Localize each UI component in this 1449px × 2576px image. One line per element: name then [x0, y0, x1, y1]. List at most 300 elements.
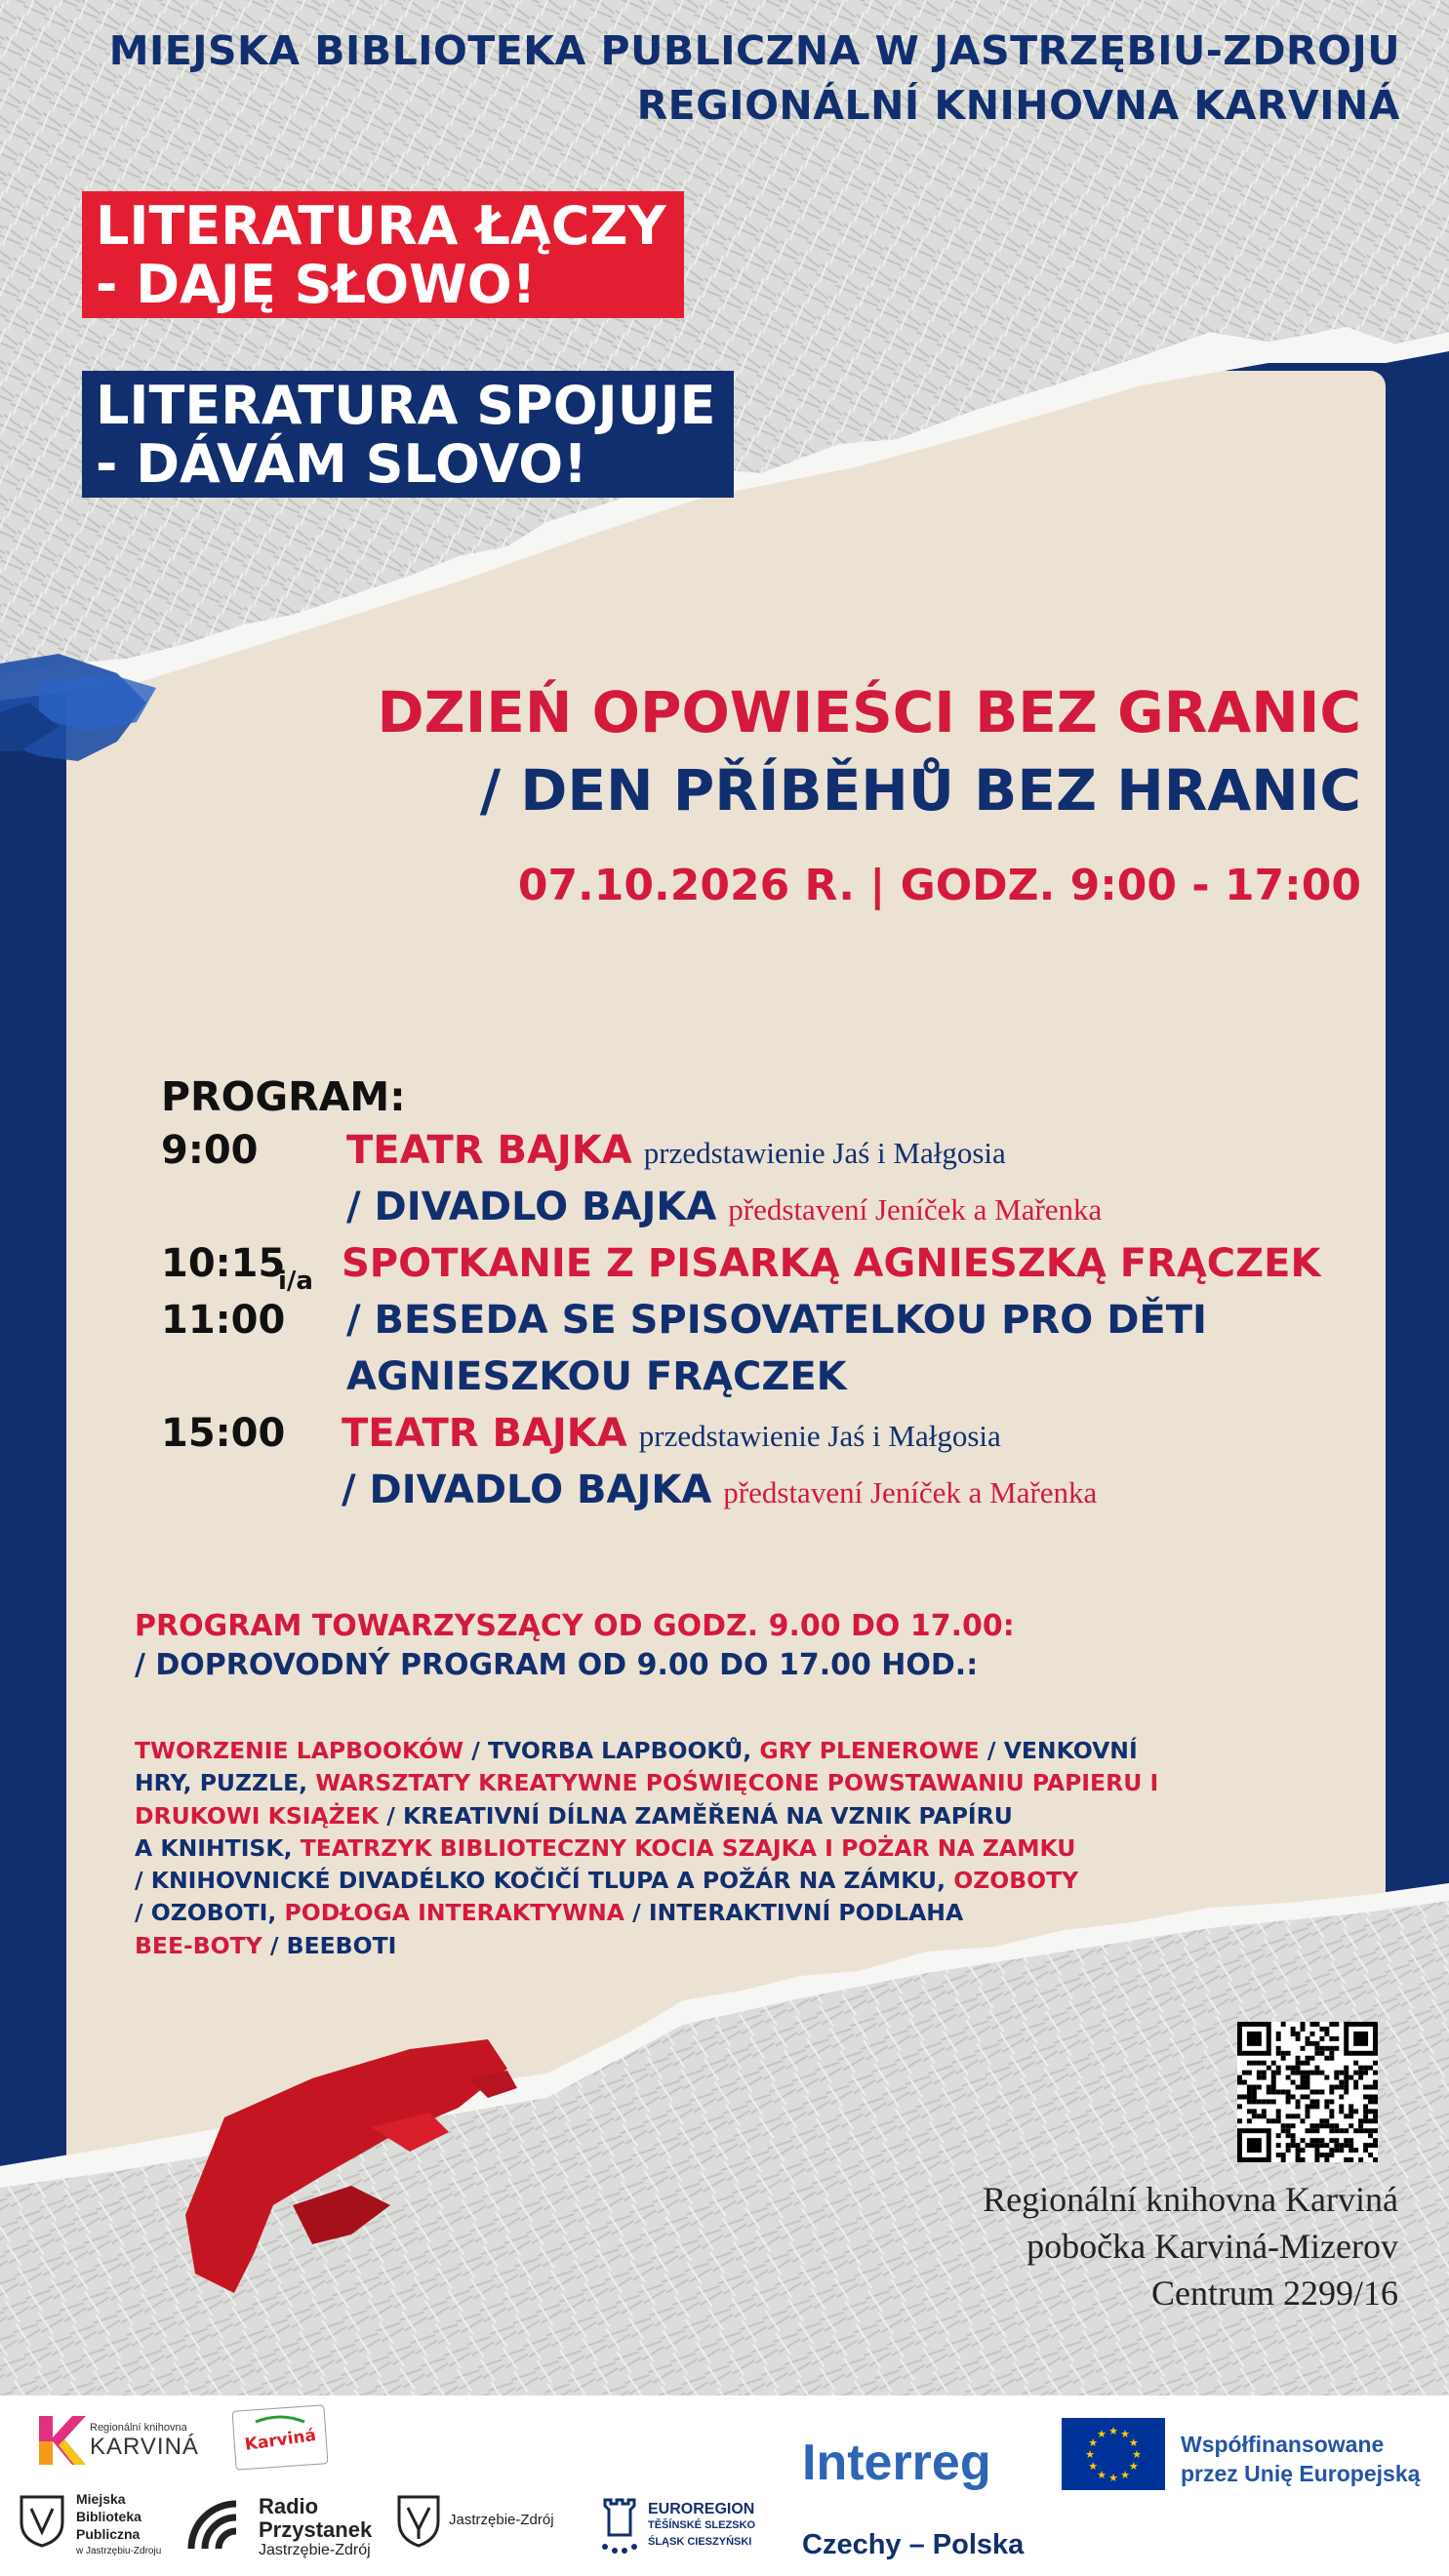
qr-module [1301, 2118, 1306, 2123]
qr-module [1281, 2022, 1286, 2027]
euroregion-title: EUROREGION [648, 2501, 755, 2517]
qr-module [1314, 2123, 1319, 2128]
qr-module [1237, 2104, 1242, 2109]
qr-module [1301, 2075, 1306, 2080]
qr-module [1339, 2104, 1344, 2109]
qr-module [1329, 2138, 1334, 2143]
qr-module [1286, 2051, 1291, 2056]
qr-module [1368, 2094, 1373, 2099]
program-title-text: / DIVADLO BAJKA [342, 1468, 712, 1512]
qr-module [1247, 2138, 1262, 2153]
qr-module [1286, 2099, 1291, 2104]
qr-module [1309, 2022, 1314, 2027]
qr-module [1329, 2153, 1334, 2157]
qr-module [1267, 2085, 1271, 2090]
qr-module [1237, 2080, 1242, 2085]
qr-module [1363, 2066, 1368, 2071]
qr-module [1334, 2085, 1339, 2090]
qr-module [1306, 2061, 1310, 2066]
activity-line [135, 1930, 1149, 1962]
accompanying-heading-cz: / DOPROVODNÝ PROGRAM OD 9.00 DO 17.00 HOD.: [135, 1648, 979, 1682]
qr-module [1314, 2041, 1319, 2046]
qr-module [1353, 2085, 1358, 2090]
qr-module [1314, 2143, 1319, 2148]
qr-module [1334, 2046, 1339, 2051]
qr-code[interactable] [1237, 2022, 1378, 2162]
event-title-cz: / DEN PŘÍBĚHŮ BEZ HRANIC [479, 757, 1361, 824]
qr-module [1358, 2123, 1363, 2128]
qr-module [1314, 2153, 1319, 2157]
qr-module [1353, 2109, 1358, 2113]
eu-line: Współfinansowane [1181, 2432, 1385, 2457]
qr-module [1262, 2109, 1267, 2113]
qr-module [1334, 2036, 1339, 2041]
qr-module [1301, 2046, 1306, 2051]
qr-module [1363, 2094, 1368, 2099]
qr-module [1276, 2051, 1281, 2056]
activity-segment: DRUKOWI KSIĄŻEK [135, 1801, 380, 1830]
event-title [378, 673, 1361, 829]
qr-module [1252, 2099, 1257, 2104]
qr-module [1373, 2094, 1378, 2099]
eu-star: ★ [1108, 2425, 1118, 2437]
qr-module [1252, 2094, 1257, 2099]
slogan-polish [82, 191, 684, 318]
qr-module [1324, 2032, 1329, 2036]
qr-module [1301, 2138, 1306, 2143]
radio-waves-icon [181, 2494, 252, 2553]
qr-module [1339, 2094, 1344, 2099]
mbp-line: Biblioteka [76, 2509, 141, 2524]
qr-module [1344, 2113, 1348, 2118]
qr-module [1309, 2099, 1314, 2104]
qr-module [1368, 2099, 1373, 2104]
radio-logo-text [259, 2495, 372, 2559]
qr-module [1363, 2113, 1368, 2118]
program-title-text: TEATR BAJKA [342, 1411, 627, 1456]
qr-module [1373, 2143, 1378, 2148]
qr-module [1334, 2071, 1339, 2075]
qr-module [1276, 2090, 1281, 2095]
activity-segment: TWORZENIE LAPBOOKÓW [135, 1737, 464, 1764]
qr-module [1286, 2123, 1291, 2128]
qr-module [1319, 2118, 1324, 2123]
program-title [342, 1411, 1001, 1456]
qr-module [1319, 2027, 1324, 2032]
qr-module [1339, 2085, 1344, 2090]
qr-module [1281, 2051, 1286, 2056]
activity-segment: / KREATIVNÍ DÍLNA ZAMĚŘENÁ NA VZNIK PAPÍRU [379, 1801, 1013, 1830]
slogan-cz-line1: LITERATURA SPOJUJE [96, 375, 716, 436]
qr-module [1306, 2071, 1310, 2075]
activity-line [135, 1832, 1149, 1865]
qr-module [1353, 2128, 1358, 2133]
qr-module [1296, 2104, 1301, 2109]
qr-module [1358, 2075, 1363, 2080]
qr-module [1368, 2118, 1373, 2123]
qr-module [1296, 2113, 1301, 2118]
event-date-time: 07.10.2026 R. | GODZ. 9:00 - 17:00 [517, 861, 1361, 910]
interreg-program: Czechy – Polska [802, 2529, 1025, 2560]
qr-module [1296, 2032, 1301, 2036]
qr-module [1301, 2148, 1306, 2153]
eu-star: ★ [1132, 2448, 1142, 2461]
qr-module [1334, 2148, 1339, 2153]
qr-module [1306, 2143, 1310, 2148]
activity-segment: / BEEBOTI [262, 1931, 397, 1959]
qr-module [1344, 2075, 1348, 2080]
qr-module [1291, 2133, 1296, 2138]
qr-module [1368, 2085, 1373, 2090]
eu-star: ★ [1128, 2436, 1139, 2449]
qr-module [1334, 2143, 1339, 2148]
qr-module [1262, 2113, 1267, 2118]
qr-module [1339, 2071, 1344, 2075]
qr-module [1306, 2104, 1310, 2109]
qr-module [1329, 2123, 1334, 2128]
qr-module [1296, 2157, 1301, 2162]
qr-module [1306, 2080, 1310, 2085]
qr-module [1324, 2123, 1329, 2128]
program-row [161, 1298, 1332, 1354]
eu-star: ★ [1120, 2428, 1130, 2441]
qr-module [1363, 2104, 1368, 2109]
eu-star: ★ [1097, 2468, 1107, 2481]
qr-module [1296, 2099, 1301, 2104]
qr-module [1306, 2056, 1310, 2061]
qr-module [1329, 2046, 1334, 2051]
activity-segment: / OZOBOTI, [135, 1899, 285, 1927]
qr-module [1368, 2109, 1373, 2113]
qr-module [1291, 2138, 1296, 2143]
qr-module [1329, 2099, 1334, 2104]
qr-module [1286, 2128, 1291, 2133]
activity-segment: BEE-BOTY [135, 1931, 262, 1959]
qr-module [1363, 2071, 1368, 2075]
qr-module [1271, 2118, 1276, 2123]
euroregion-logo-text [648, 2501, 755, 2551]
qr-module [1314, 2046, 1319, 2051]
qr-module [1301, 2085, 1306, 2090]
qr-module [1306, 2109, 1310, 2113]
qr-module [1324, 2153, 1329, 2157]
qr-module [1301, 2071, 1306, 2075]
activity-line [135, 1735, 1149, 1767]
activity-segment: / INTERAKTIVNÍ PODLAHA [624, 1899, 964, 1927]
qr-module [1334, 2128, 1339, 2133]
qr-module [1324, 2157, 1329, 2162]
qr-module [1291, 2143, 1296, 2148]
qr-module [1271, 2075, 1276, 2080]
qr-module [1373, 2128, 1378, 2133]
qr-module [1252, 2061, 1257, 2066]
qr-module [1267, 2118, 1271, 2123]
qr-module [1271, 2071, 1276, 2075]
eu-star: ★ [1120, 2468, 1130, 2481]
qr-module [1262, 2075, 1267, 2080]
qr-module [1368, 2066, 1373, 2071]
qr-module [1368, 2133, 1373, 2138]
accompanying-program-heading [135, 1607, 1015, 1685]
qr-module [1348, 2109, 1353, 2113]
karvina-library-logo-icon [31, 2408, 90, 2471]
qr-module [1257, 2099, 1262, 2104]
eu-cofinancing-text [1181, 2430, 1420, 2488]
qr-module [1329, 2128, 1334, 2133]
qr-module [1301, 2027, 1306, 2032]
qr-module [1291, 2080, 1296, 2085]
qr-module [1314, 2051, 1319, 2056]
qr-module [1257, 2075, 1262, 2080]
eu-star: ★ [1088, 2460, 1099, 2473]
qr-module [1348, 2075, 1353, 2080]
qr-module [1247, 2109, 1252, 2113]
program-row [161, 1411, 1332, 1468]
qr-module [1334, 2075, 1339, 2080]
karvina-city-logo-text: Karviná [243, 2425, 318, 2455]
qr-module [1324, 2046, 1329, 2051]
qr-module [1319, 2153, 1324, 2157]
qr-module [1329, 2056, 1334, 2061]
qr-module [1348, 2148, 1353, 2153]
qr-module [1271, 2080, 1276, 2085]
qr-module [1296, 2061, 1301, 2066]
qr-module [1309, 2032, 1314, 2036]
radio-name2: Przystanek [259, 2517, 373, 2542]
qr-module [1339, 2143, 1344, 2148]
city-logo-text: Jastrzębie-Zdrój [449, 2512, 554, 2528]
qr-module [1281, 2157, 1286, 2162]
qr-module [1276, 2071, 1281, 2075]
qr-module [1271, 2099, 1276, 2104]
address-line: Centrum 2299/16 [1151, 2274, 1398, 2313]
qr-module [1257, 2085, 1262, 2090]
qr-module [1247, 2099, 1252, 2104]
qr-module [1286, 2090, 1291, 2095]
qr-module [1358, 2128, 1363, 2133]
qr-module [1291, 2113, 1296, 2118]
organizer-pl: MIEJSKA BIBLIOTEKA PUBLICZNA W JASTRZĘBIU-ZDROJU [108, 27, 1400, 74]
program-time: 9:00 [161, 1128, 259, 1173]
qr-module [1344, 2090, 1348, 2095]
qr-module [1324, 2027, 1329, 2032]
qr-module [1309, 2041, 1314, 2046]
qr-module [1329, 2051, 1334, 2056]
program-title: AGNIESZKOU FRĄCZEK [346, 1354, 847, 1399]
eu-flag-icon [1062, 2418, 1165, 2490]
qr-module [1276, 2036, 1281, 2041]
qr-module [1339, 2080, 1344, 2085]
qr-module [1271, 2085, 1276, 2090]
activity-segment: / TVORBA LAPBOOKŮ, [463, 1737, 760, 1764]
program-title-text: / DIVADLO BAJKA [346, 1185, 717, 1229]
qr-module [1334, 2022, 1339, 2027]
qr-module [1319, 2090, 1324, 2095]
address-line: Regionální knihovna Karviná [983, 2180, 1398, 2219]
program-title [346, 1185, 1102, 1229]
qr-module [1286, 2143, 1291, 2148]
eu-star: ★ [1088, 2436, 1099, 2449]
qr-module [1373, 2071, 1378, 2075]
accompanying-heading-pl: PROGRAM TOWARZYSZĄCY OD GODZ. 9.00 DO 17.00: [135, 1609, 1015, 1643]
qr-module [1373, 2138, 1378, 2143]
qr-module [1257, 2113, 1262, 2118]
program-row [161, 1354, 1332, 1411]
euroregion-cz: TĚŠÍNSKÉ SLEZSKO [648, 2519, 756, 2531]
qr-module [1286, 2133, 1291, 2138]
qr-module [1344, 2128, 1348, 2133]
activities-list [135, 1735, 1159, 1962]
qr-module [1319, 2036, 1324, 2041]
qr-module [1276, 2133, 1281, 2138]
qr-module [1271, 2061, 1276, 2066]
qr-module [1363, 2143, 1368, 2148]
qr-module [1267, 2099, 1271, 2104]
qr-module [1281, 2056, 1286, 2061]
qr-module [1319, 2143, 1324, 2148]
program-title [342, 1468, 1097, 1512]
slogan-cz-line2: - DÁVÁM SLOVO! [96, 433, 587, 495]
qr-module [1276, 2143, 1281, 2148]
eu-star: ★ [1085, 2448, 1095, 2461]
qr-module [1344, 2085, 1348, 2090]
qr-module [1314, 2104, 1319, 2109]
program-title [346, 1128, 1006, 1173]
qr-module [1324, 2099, 1329, 2104]
activity-line [135, 1800, 1149, 1832]
qr-module [1353, 2148, 1358, 2153]
qr-module [1319, 2051, 1324, 2056]
qr-module [1319, 2138, 1324, 2143]
qr-module [1281, 2090, 1286, 2095]
qr-module [1257, 2071, 1262, 2075]
program-time: 10:15 [161, 1241, 286, 1286]
eu-star: ★ [1108, 2472, 1118, 2484]
mbp-logo-text [76, 2490, 161, 2560]
activity-segment: WARSZTATY KREATYWNE POŚWIĘCONE POWSTAWANIU PAPIERU I [315, 1769, 1159, 1797]
qr-module [1348, 2143, 1353, 2148]
qr-module [1373, 2099, 1378, 2104]
organizers-header [109, 23, 1400, 133]
qr-module [1286, 2113, 1291, 2118]
program-row [161, 1468, 1332, 1524]
qr-module [1373, 2157, 1378, 2162]
qr-module [1276, 2046, 1281, 2051]
activity-segment: A KNIHTISK, [135, 1833, 301, 1862]
qr-module [1319, 2071, 1324, 2075]
qr-module [1319, 2123, 1324, 2128]
qr-module [1301, 2022, 1306, 2027]
qr-module [1334, 2138, 1339, 2143]
qr-module [1252, 2109, 1257, 2113]
qr-module [1353, 2080, 1358, 2085]
library-shield-icon [18, 2493, 66, 2548]
qr-module [1296, 2085, 1301, 2090]
slogan-pl-line1: LITERATURA ŁĄCZY [96, 195, 666, 257]
qr-module [1252, 2090, 1257, 2095]
city-shield-icon [396, 2494, 441, 2549]
activity-line [135, 1897, 1149, 1929]
qr-module [1344, 2071, 1348, 2075]
activity-line [135, 1865, 1149, 1897]
qr-module [1314, 2071, 1319, 2075]
qr-module [1267, 2066, 1271, 2071]
qr-module [1306, 2075, 1310, 2080]
event-title-pl: DZIEŃ OPOWIEŚCI BEZ GRANIC [377, 679, 1361, 745]
program-time: 15:00 [161, 1411, 286, 1456]
qr-module [1237, 2075, 1242, 2080]
qr-module [1373, 2080, 1378, 2085]
qr-module [1237, 2118, 1242, 2123]
qr-module [1324, 2056, 1329, 2061]
qr-module [1281, 2123, 1286, 2128]
address-line: pobočka Karviná-Mizerov [1026, 2227, 1398, 2266]
qr-module [1247, 2094, 1252, 2099]
activity-segment: GRY PLENEROWE [759, 1737, 980, 1764]
qr-module [1242, 2080, 1247, 2085]
qr-module [1368, 2153, 1373, 2157]
qr-module [1309, 2138, 1314, 2143]
karvina-logo-big: KARVINÁ [90, 2434, 199, 2460]
qr-module [1252, 2085, 1257, 2090]
qr-module [1286, 2148, 1291, 2153]
program-row [161, 1241, 1332, 1298]
qr-module [1291, 2094, 1296, 2099]
qr-module [1262, 2061, 1267, 2066]
organizer-cz: REGIONÁLNÍ KNIHOVNA KARVINÁ [636, 82, 1400, 129]
qr-module [1363, 2109, 1368, 2113]
qr-module [1286, 2075, 1291, 2080]
qr-module [1301, 2061, 1306, 2066]
program-title: / BESEDA SE SPISOVATELKOU PRO DĚTI [346, 1298, 1207, 1343]
qr-module [1286, 2066, 1291, 2071]
qr-module [1281, 2128, 1286, 2133]
qr-module [1301, 2080, 1306, 2085]
karvina-library-logo-text [90, 2422, 199, 2461]
qr-module [1314, 2148, 1319, 2153]
karvina-city-logo [226, 2402, 334, 2473]
radio-city: Jastrzębie-Zdrój [259, 2542, 371, 2558]
qr-module [1296, 2036, 1301, 2041]
qr-module [1309, 2104, 1314, 2109]
program-note: představení Jeníček a Mařenka [723, 1475, 1098, 1509]
eu-star: ★ [1097, 2428, 1107, 2441]
qr-module [1329, 2036, 1334, 2041]
qr-module [1339, 2128, 1344, 2133]
euroregion-tower-icon [597, 2496, 642, 2556]
mbp-line: Miejska [76, 2491, 126, 2507]
program-note: představení Jeníček a Mařenka [728, 1192, 1103, 1227]
program-note: przedstawienie Jaś i Małgosia [643, 1136, 1006, 1170]
qr-module [1314, 2157, 1319, 2162]
qr-module [1262, 2071, 1267, 2075]
qr-module [1291, 2066, 1296, 2071]
qr-module [1329, 2085, 1334, 2090]
program-row [161, 1185, 1332, 1241]
qr-module [1309, 2123, 1314, 2128]
qr-module [1314, 2022, 1319, 2027]
qr-module [1286, 2094, 1291, 2099]
qr-module [1344, 2157, 1348, 2162]
qr-module [1348, 2138, 1353, 2143]
qr-module [1291, 2032, 1296, 2036]
program-title-text: TEATR BAJKA [346, 1128, 632, 1173]
qr-module [1314, 2066, 1319, 2071]
qr-module [1358, 2118, 1363, 2123]
qr-module [1306, 2113, 1310, 2118]
qr-module [1306, 2085, 1310, 2090]
activity-segment: HRY, PUZZLE, [135, 1769, 316, 1797]
